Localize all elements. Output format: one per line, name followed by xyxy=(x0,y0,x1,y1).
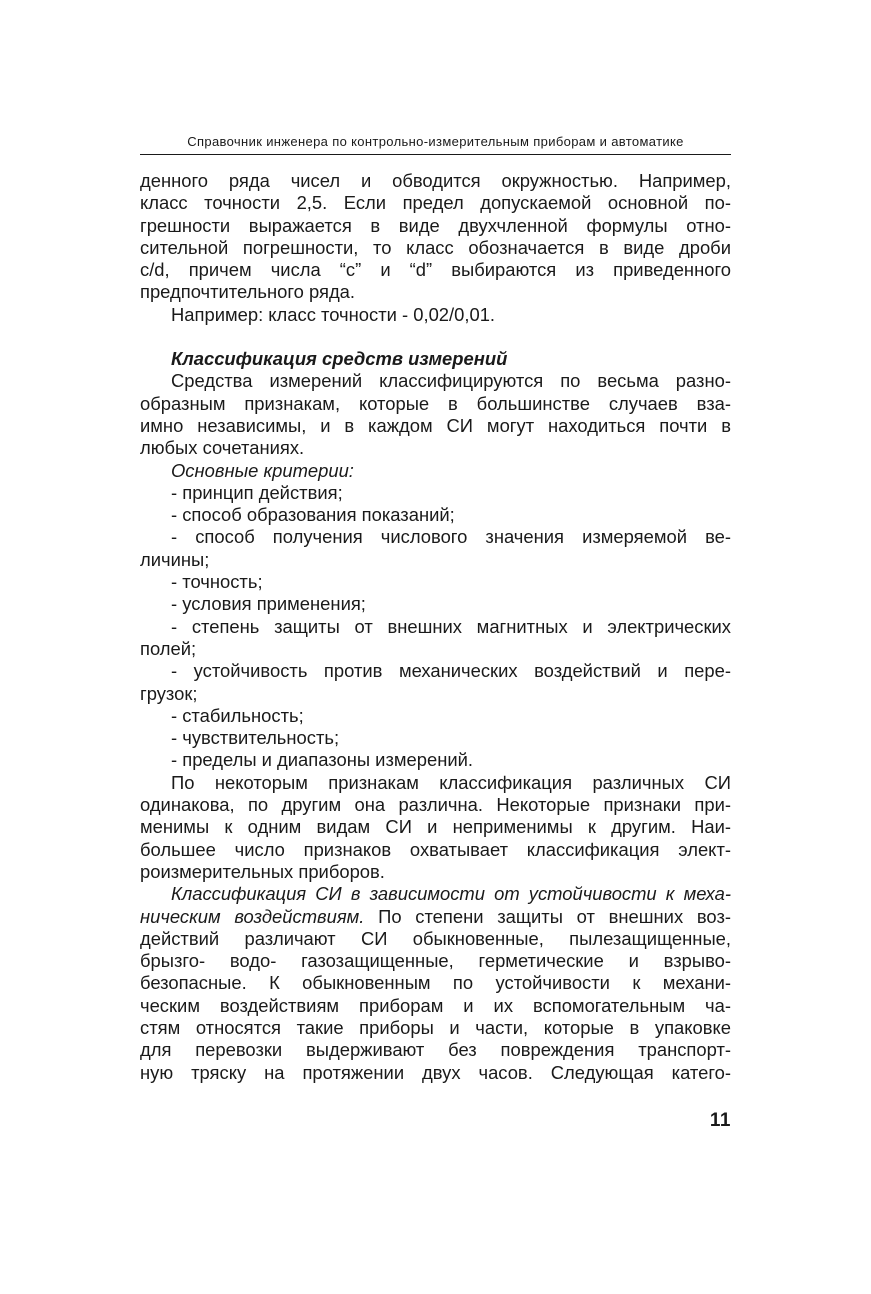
text-line: роизмерительных приборов. xyxy=(140,860,385,882)
paragraph-classification-intro xyxy=(140,370,731,459)
text-line: одинакова, по другим она различна. Некоторые признаки при- xyxy=(140,794,731,816)
text-line: предпочтительного ряда. xyxy=(140,281,356,303)
section-heading: Классификация средств измерений xyxy=(171,348,508,370)
text-line: Средства измерений классифицируются по весьма разно- xyxy=(171,370,731,392)
text-line: менимы к одним видам СИ и неприменимы к другим. Наи- xyxy=(140,816,731,838)
list-item: - чувствительность; xyxy=(171,727,340,749)
text-line: сительной погрешности, то класс обозначается в виде дроби xyxy=(140,236,731,258)
text-line: образным признакам, которые в большинстве случаев вза- xyxy=(140,392,731,414)
text-line: брызго- водо- газозащищенные, герметические и взрыво- xyxy=(140,950,731,972)
paragraph-classification-differences xyxy=(140,772,731,883)
list-item: - степень защиты от внешних магнитных и электрических xyxy=(171,615,731,637)
list-item: - пределы и диапазоны измерений. xyxy=(171,749,474,771)
text-line: грешности выражается в виде двухчленной формулы отно- xyxy=(140,214,731,236)
list-item: - способ образования показаний; xyxy=(171,504,455,526)
text-line: стям относятся такие приборы и части, которые в упаковке xyxy=(140,1016,731,1038)
text-line: любых сочетаниях. xyxy=(140,437,305,459)
header-rule xyxy=(140,154,731,155)
list-item: - условия применения; xyxy=(171,593,366,615)
text-line: безопасные. К обыкновенным по устойчивости к механи- xyxy=(140,972,731,994)
paragraph-class-notation xyxy=(140,170,731,304)
page-body xyxy=(140,170,731,1084)
italic-lead-text: ническим воздействиям. xyxy=(140,905,365,927)
text-line: имно независимы, и в каждом СИ могут находиться почти в xyxy=(140,414,731,436)
text-line xyxy=(140,906,731,928)
list-item: - способ получения числового значения измеряемой ве- xyxy=(171,526,731,548)
text-line: По некоторым признакам классификация различных СИ xyxy=(171,771,731,793)
text-line: для перевозки выдерживают без повреждения транспорт- xyxy=(140,1039,731,1061)
text-line: действий различают СИ обыкновенные, пылезащищенные, xyxy=(140,927,731,949)
text-line: класс точности 2,5. Если предел допускаемой основной по- xyxy=(140,192,731,214)
list-item-continuation: грузок; xyxy=(140,682,198,704)
list-item-continuation: личины; xyxy=(140,548,210,570)
text-line: ческим воздействиям приборам и их вспомогательным ча- xyxy=(140,994,731,1016)
criteria-list xyxy=(140,482,731,772)
text-line: ную тряску на протяжении двух часов. Следующая катего- xyxy=(140,1061,731,1083)
list-item: - принцип действия; xyxy=(171,481,343,503)
paragraph-mechanical-resistance xyxy=(140,883,731,1084)
paragraph-example: Например: класс точности - 0,02/0,01. xyxy=(171,303,496,325)
text-line: денного ряда чисел и обводится окружностью. Например, xyxy=(140,170,731,191)
italic-lead-line: Классификация СИ в зависимости от устойчивости к меха- xyxy=(171,883,731,905)
list-item: - стабильность; xyxy=(171,704,304,726)
list-item: - точность; xyxy=(171,571,263,593)
text-line: c/d, причем числа “с” и “d” выбираются из приведенного xyxy=(140,259,731,281)
list-item-continuation: полей; xyxy=(140,637,197,659)
page-number: 11 xyxy=(709,1110,731,1131)
list-item: - устойчивость против механических воздействий и пере- xyxy=(171,660,731,682)
paragraph-gap xyxy=(140,326,731,348)
text-line: большее число признаков охватывает классификация элект- xyxy=(140,838,731,860)
criteria-label: Основные критерии: xyxy=(171,459,354,481)
running-header: Справочник инженера по контрольно-измерительным приборам и автоматике xyxy=(187,134,684,149)
text-line-rest: По степени защиты от внешних воз- xyxy=(364,905,732,927)
